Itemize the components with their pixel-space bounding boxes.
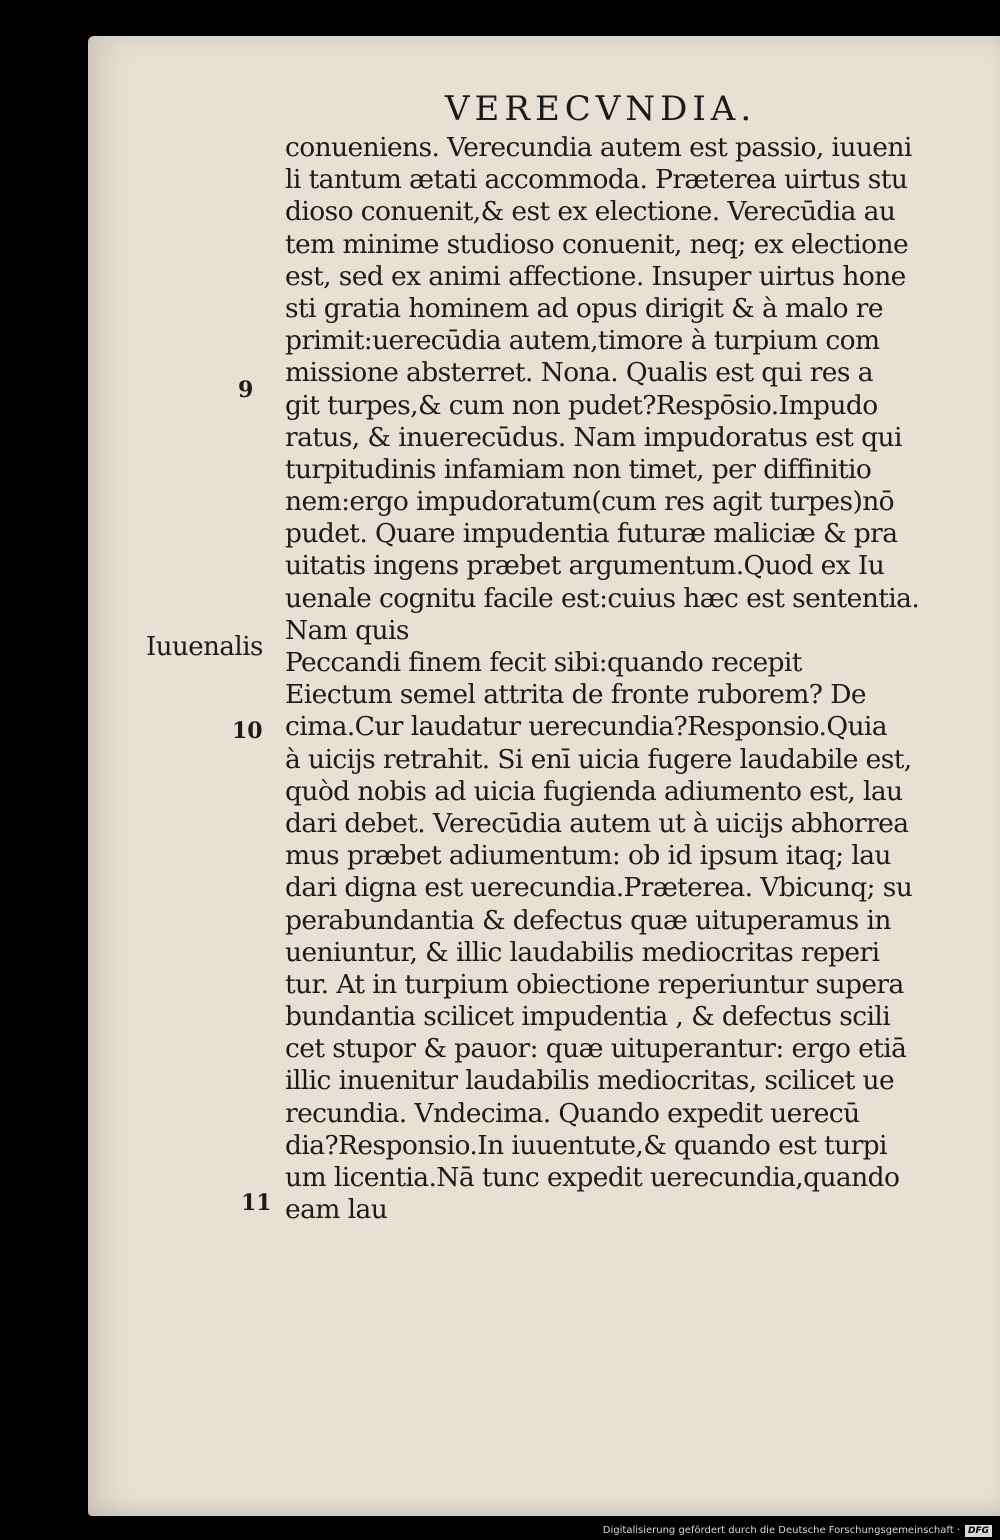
text-line: missione absterret. Nona. Qualis est qui res a <box>285 357 873 389</box>
text-line: ratus, & inuerecūdus. Nam impudoratus est qui <box>285 421 902 453</box>
margin-number-11: 11 <box>241 1190 272 1216</box>
text-line: est, sed ex animi affectione. Insuper uirtus hone <box>285 260 906 292</box>
text-line: git turpes,& cum non pudet?Respōsio.Impudo <box>285 389 878 421</box>
text-line: conueniens. Verecundia autem est passio, iuueni <box>285 132 912 163</box>
text-line: cima.Cur laudatur uerecundia?Responsio.Quia <box>285 711 888 743</box>
text-line: ueniuntur, & illic laudabilis mediocritas reperi <box>285 936 880 968</box>
text-line: perabundantia & defectus quæ uituperamus in <box>285 904 891 936</box>
text-line: bundantia scilicet impudentia , & defectus scili <box>285 1001 891 1033</box>
text-line: Eiectum semel attrita de fronte ruborem? De <box>285 679 866 711</box>
main-text <box>285 132 990 1226</box>
running-title: VERECVNDIA. <box>445 89 757 129</box>
text-line: uenale cognitu facile est:cuius hæc est sententia. <box>285 582 920 614</box>
text-line: eam lau <box>285 1194 388 1226</box>
text-line: à uicijs retrahit. Si enī uicia fugere laudabile est, <box>285 743 912 775</box>
text-line: li tantum ætati accommoda. Præterea uirtus stu <box>285 164 908 196</box>
text-line: um licentia.Nā tunc expedit uerecundia,quando <box>285 1162 900 1193</box>
text-line: nem:ergo impudoratum(cum res agit turpes)nō <box>285 486 895 518</box>
text-line: dari debet. Verecūdia autem ut à uicijs abhorrea <box>285 807 909 839</box>
text-line: dari digna est uerecundia.Præterea. Vbicunq; su <box>285 872 913 904</box>
text-line: tem minime studioso conuenit, neq; ex electione <box>285 228 909 260</box>
text-line: Peccandi finem fecit sibi:quando recepit <box>285 647 802 678</box>
text-line: turpitudinis infamiam non timet, per diffinitio <box>285 453 872 485</box>
digitization-credit: Digitalisierung gefördert durch die Deutsche Forschungsgemeinschaft · <box>602 1525 960 1536</box>
text-line: tur. At in turpium obiectione reperiuntur supera <box>285 968 904 1000</box>
text-line: sti gratia hominem ad opus dirigit & à malo re <box>285 292 883 324</box>
text-line: uitatis ingens præbet argumentum.Quod ex Iu <box>285 550 885 582</box>
text-line: mus præbet adiumentum: ob id ipsum itaq; lau <box>285 840 891 872</box>
text-line: quòd nobis ad uicia fugienda adiumento est, lau <box>285 775 903 807</box>
text-line: primit:uerecūdia autem,timore à turpium com <box>285 325 880 357</box>
text-line: dioso conuenit,& est ex electione. Verecūdia au <box>285 196 896 228</box>
text-line: cet stupor & pauor: quæ uituperantur: ergo etiā <box>285 1033 907 1065</box>
text-line: illic inuenitur laudabilis mediocritas, scilicet ue <box>285 1065 895 1097</box>
margin-number-10: 10 <box>232 718 263 744</box>
dfg-logo: DFG <box>965 1525 992 1537</box>
text-line: recundia. Vndecima. Quando expedit uerecū <box>285 1097 860 1129</box>
text-line: pudet. Quare impudentia futuræ maliciæ & pra <box>285 518 898 550</box>
text-line: dia?Responsio.In iuuentute,& quando est turpi <box>285 1129 887 1161</box>
text-line: Nam quis <box>285 614 409 646</box>
margin-note-juvenalis: Iuuenalis <box>146 632 263 662</box>
margin-number-9: 9 <box>238 377 254 403</box>
